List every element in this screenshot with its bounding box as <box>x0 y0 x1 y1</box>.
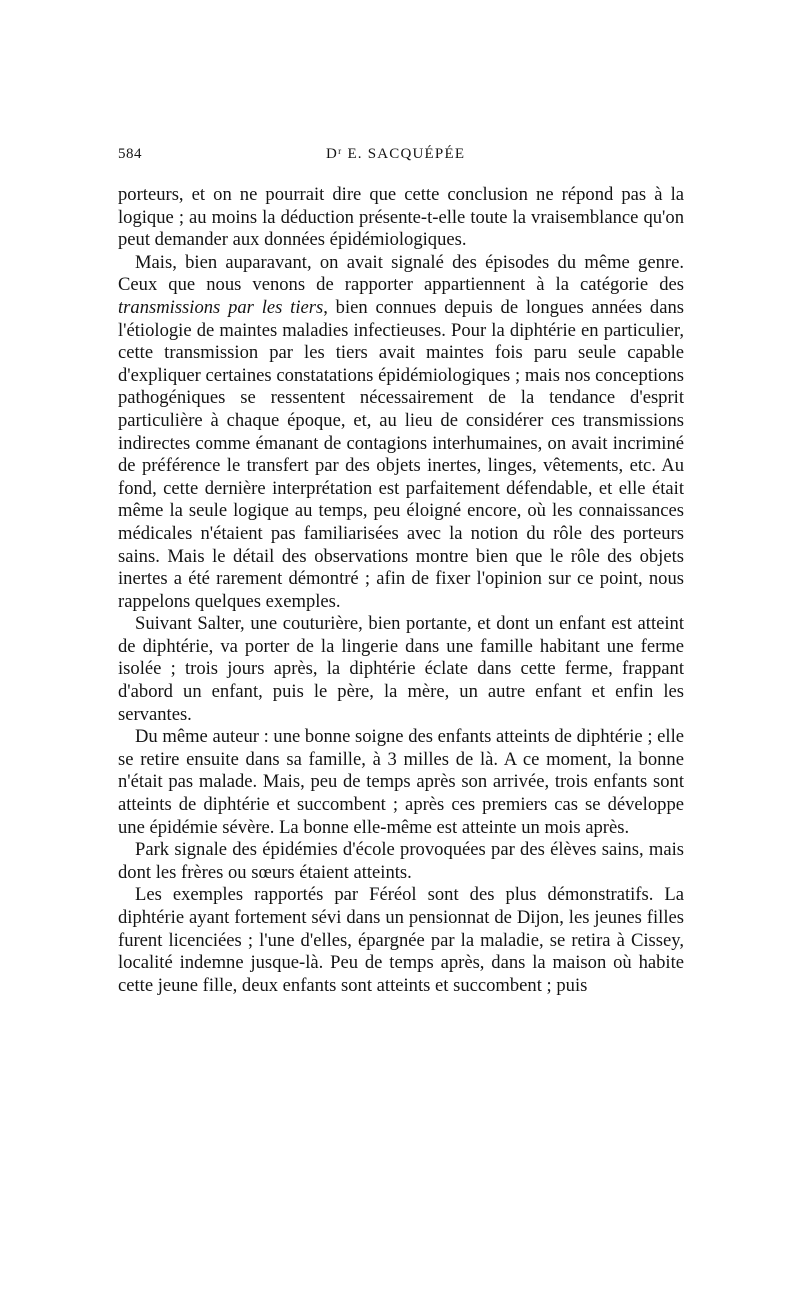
paragraph-park: Park signale des épidémies d'école provoquées par des élèves sains, mais dont les frères ou sœurs étaient atteints. <box>118 839 684 883</box>
running-head <box>118 146 684 172</box>
paragraph-continuation: porteurs, et on ne pourrait dire que cette conclusion ne répond pas à la logique ; au moins la déduction présente-t-elle toute la vraisemblance qu'on peut demander aux données épidémiologiques. <box>118 184 684 251</box>
paragraph-same-author: Du même auteur : une bonne soigne des enfants atteints de diphtérie ; elle se retire ensuite dans sa famille, à 3 milles de là. A ce moment, la bonne n'était pas malade. Mais, peu de temps après son arrivée, trois enfants sont atteints de diphtérie et succombent ; après ces premiers cas se développe une épidémie sévère. La bonne elle-même est atteinte un mois après. <box>118 726 684 838</box>
paragraph-salter: Suivant Salter, une couturière, bien portante, et dont un enfant est atteint de diphtérie, va porter de la lingerie dans une famille habitant une ferme isolée ; trois jours après, la diphtérie éclate dans cette ferme, frappant d'abord un enfant, puis le père, la mère, un autre enfant et enfin les servantes. <box>118 613 684 725</box>
header-author: Dʳ E. SACQUÉPÉE <box>326 146 466 162</box>
body-text <box>118 184 684 997</box>
paragraph-fereol: Les exemples rapportés par Féréol sont des plus démonstratifs. La diphtérie ayant fortement sévi dans un pensionnat de Dijon, les jeunes filles furent licenciées ; l'une d'elles, épargnée par la maladie, se retira à Cissey, localité indemne jusque-là. Peu de temps après, dans la maison où habite cette jeune fille, deux enfants sont atteints et succombent ; puis <box>118 884 684 996</box>
paragraph-text: Mais, bien auparavant, on avait signalé des épisodes du même genre. Ceux que nous venons de rapporter appartiennent à la catégorie des <box>118 251 684 296</box>
paragraph-text: , bien connues depuis de longues années dans l'étiologie de maintes maladies infectieuses. Pour la diphtérie en particulier, cette transmission par les tiers avait maintes fois paru seule capable d'expliquer certaines constatations épidémiologiques ; mais nos conceptions pathogéniques se ressentent nécessairement de la tendance d'esprit particulière à chaque époque, et, au lieu de considérer ces transmissions indirectes comme émanant de contagions interhumaines, on avait incriminé de préférence le transfert par des objets inertes, linges, vêtements, etc. Au fond, cette dernière interprétation est parfaitement défendable, et elle était même la seule logique au temps, peu éloigné encore, où les connaissances médicales n'étaient pas familiarisées avec la notion du rôle des porteurs sains. Mais le détail des observations montre bien que le rôle des objets inertes a été rarement démontré ; afin de fixer l'opinion sur ce point, nous rappelons quelques exemples. <box>118 296 684 612</box>
paragraph-transmissions <box>118 252 684 614</box>
italic-term: transmissions par les tiers <box>118 296 324 318</box>
page-number: 584 <box>118 146 142 162</box>
